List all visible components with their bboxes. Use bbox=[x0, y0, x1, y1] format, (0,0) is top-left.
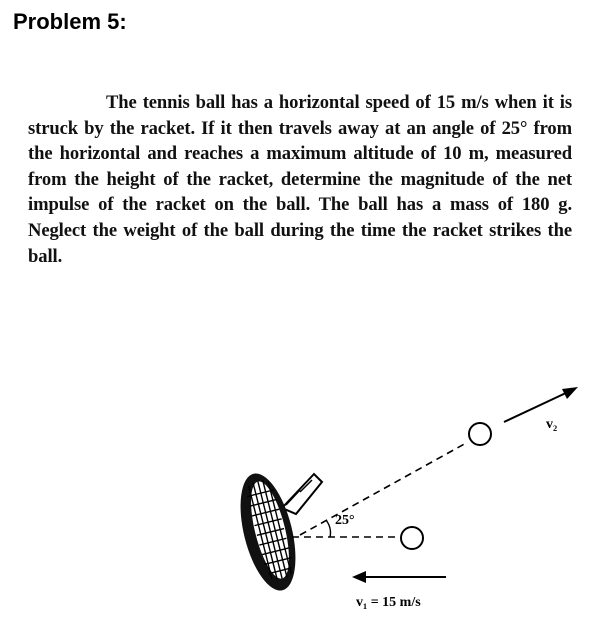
v1-arrow-head bbox=[352, 571, 366, 583]
angle-label: 25° bbox=[335, 513, 355, 528]
v2-arrow-line bbox=[504, 392, 568, 422]
v2-label: v₂ bbox=[546, 417, 558, 432]
ball-initial bbox=[401, 527, 423, 549]
racket-handle bbox=[282, 474, 322, 514]
v1-label: v₁ = 15 m/s bbox=[356, 595, 421, 610]
problem-statement: The tennis ball has a horizontal speed of 15 m/s when it is struck by the racket. If it then travels away at an angle of 25° from the horizontal and reaches a maximum altitude of 10 m, measured from the height of the racket, determine the magnitude of the net impulse of the racket on the ball. The ball has a mass of 180 g. Neglect the weight of the ball during the time the racket strikes the ball. bbox=[28, 92, 572, 267]
racket-head bbox=[230, 468, 306, 596]
problem-heading: Problem 5: bbox=[13, 9, 127, 34]
ball-after bbox=[469, 423, 491, 445]
v2-arrow-head bbox=[562, 387, 578, 399]
angle-arc bbox=[326, 520, 331, 537]
trajectory-line bbox=[300, 442, 468, 535]
